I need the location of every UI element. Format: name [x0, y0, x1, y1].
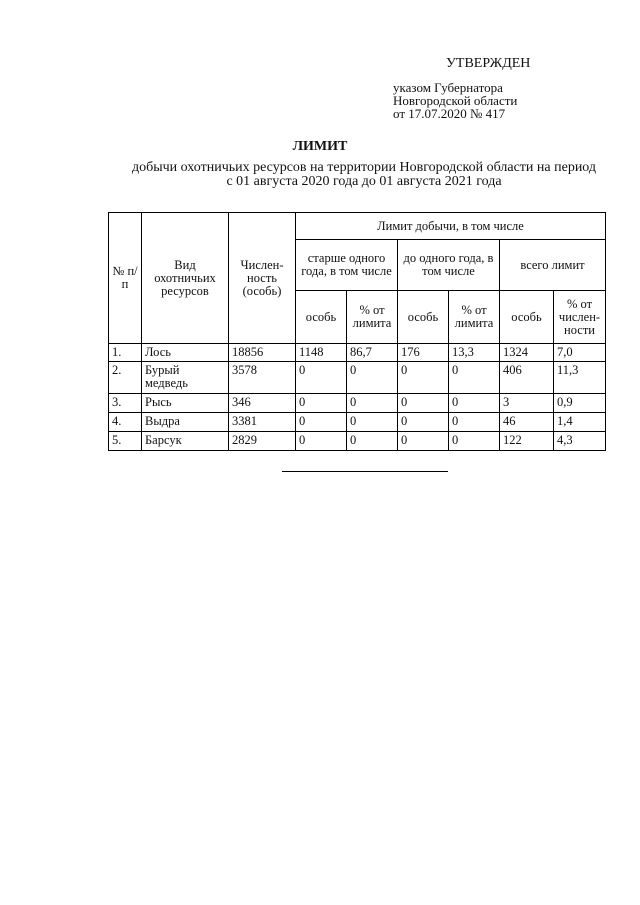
header-limit-total: Лимит добычи, в том числе [296, 213, 606, 240]
cell-younger-osob: 0 [398, 432, 449, 451]
cell-total-osob: 46 [500, 413, 554, 432]
cell-total-osob: 1324 [500, 344, 554, 362]
cell-species: Барсук [142, 432, 229, 451]
cell-older-osob: 0 [296, 432, 347, 451]
approval-heading: УТВЕРЖДЕН [446, 56, 531, 71]
cell-population: 3578 [229, 362, 296, 394]
cell-younger-pct: 0 [449, 362, 500, 394]
header-older-pct: % от лимита [347, 291, 398, 344]
cell-population: 18856 [229, 344, 296, 362]
cell-population: 2829 [229, 432, 296, 451]
cell-younger-osob: 0 [398, 413, 449, 432]
cell-population: 346 [229, 394, 296, 413]
header-population: Числен-ность (особь) [229, 213, 296, 344]
table-row [109, 362, 606, 394]
cell-total-osob: 122 [500, 432, 554, 451]
cell-younger-pct: 0 [449, 413, 500, 432]
header-total-osob: особь [500, 291, 554, 344]
subtitle-line: добычи охотничьих ресурсов на территории Новгородской области на период [131, 160, 597, 175]
cell-species: Лось [142, 344, 229, 362]
cell-older-pct: 0 [347, 432, 398, 451]
header-younger-pct: % от лимита [449, 291, 500, 344]
approval-line: Новгородской области [393, 93, 518, 108]
cell-total-pct: 4,3 [554, 432, 606, 451]
cell-younger-pct: 0 [449, 432, 500, 451]
cell-total-pct: 7,0 [554, 344, 606, 362]
header-species: Вид охотничьих ресурсов [142, 213, 229, 344]
cell-species: Выдра [142, 413, 229, 432]
cell-num: 1. [109, 344, 142, 362]
separator-line [282, 471, 448, 472]
header-total-pct: % от числен-ности [554, 291, 606, 344]
cell-older-osob: 0 [296, 413, 347, 432]
approval-line: указом Губернатора [393, 80, 503, 95]
header-total: всего лимит [500, 240, 606, 291]
cell-total-pct: 0,9 [554, 394, 606, 413]
header-younger-osob: особь [398, 291, 449, 344]
cell-older-osob: 0 [296, 362, 347, 394]
cell-total-pct: 11,3 [554, 362, 606, 394]
header-older-osob: особь [296, 291, 347, 344]
cell-species: Бурый медведь [142, 362, 229, 394]
table-row [109, 432, 606, 451]
cell-older-pct: 0 [347, 394, 398, 413]
cell-older-pct: 0 [347, 413, 398, 432]
cell-older-pct: 86,7 [347, 344, 398, 362]
cell-total-pct: 1,4 [554, 413, 606, 432]
cell-older-osob: 0 [296, 394, 347, 413]
header-older: старше одного года, в том числе [296, 240, 398, 291]
table-row [109, 413, 606, 432]
cell-population: 3381 [229, 413, 296, 432]
cell-younger-osob: 0 [398, 394, 449, 413]
table-row [109, 394, 606, 413]
cell-younger-pct: 0 [449, 394, 500, 413]
cell-num: 3. [109, 394, 142, 413]
cell-num: 4. [109, 413, 142, 432]
cell-younger-pct: 13,3 [449, 344, 500, 362]
cell-younger-osob: 176 [398, 344, 449, 362]
table-row [109, 344, 606, 362]
cell-older-pct: 0 [347, 362, 398, 394]
cell-num: 2. [109, 362, 142, 394]
cell-total-osob: 406 [500, 362, 554, 394]
document-title: ЛИМИТ [292, 139, 348, 154]
document-subtitle [112, 161, 616, 189]
limits-table [108, 212, 606, 451]
cell-num: 5. [109, 432, 142, 451]
cell-total-osob: 3 [500, 394, 554, 413]
cell-older-osob: 1148 [296, 344, 347, 362]
header-younger: до одного года, в том числе [398, 240, 500, 291]
cell-species: Рысь [142, 394, 229, 413]
subtitle-line: с 01 августа 2020 года до 01 августа 2021 года [226, 174, 502, 189]
approval-line: от 17.07.2020 № 417 [393, 106, 506, 121]
cell-younger-osob: 0 [398, 362, 449, 394]
header-num: № п/п [109, 213, 142, 344]
